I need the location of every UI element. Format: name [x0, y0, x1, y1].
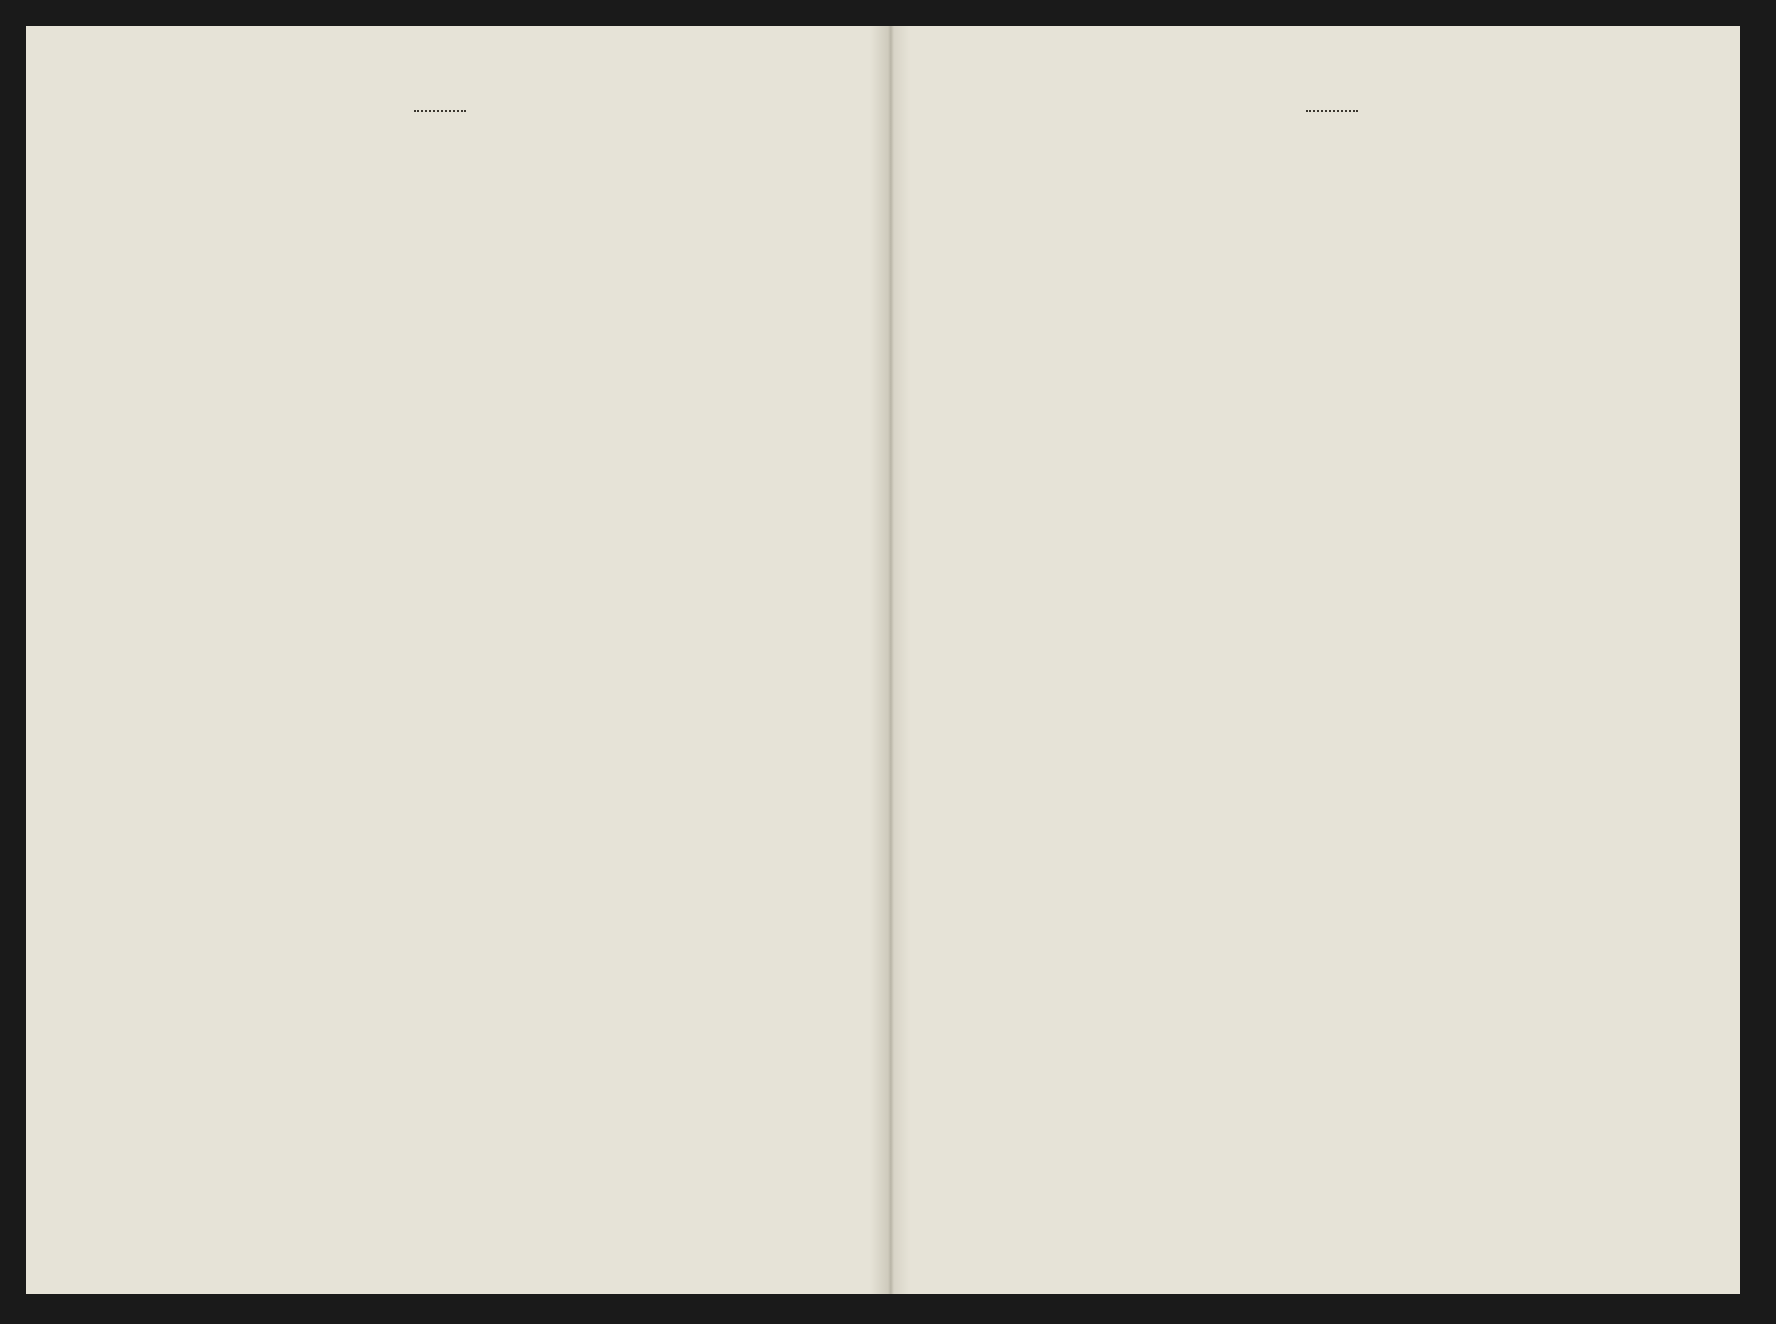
page-number-ornament — [1306, 104, 1358, 112]
left-page — [26, 26, 886, 1294]
page-number-ornament — [414, 104, 466, 112]
book-gutter — [870, 26, 910, 1294]
right-page — [894, 26, 1740, 1294]
